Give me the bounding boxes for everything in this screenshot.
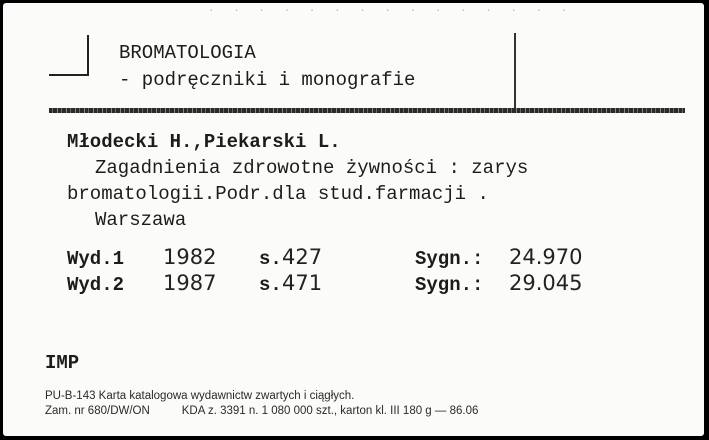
faint-marks: . . . . . . . . . . . . . . . <box>208 3 574 15</box>
edition-1-sygn-label: Sygn.: <box>415 248 484 270</box>
subject-subheading: - podręczniki i monografie <box>119 69 416 91</box>
catalog-card <box>3 3 704 436</box>
subject-heading: BROMATOLOGIA <box>119 42 256 64</box>
form-footer-line-2: Zam. nr 680/DW/ON KDA z. 3391 n. 1 080 000 szt., karton kl. III 180 g — 86.06 <box>45 405 479 417</box>
header-rule <box>49 108 685 113</box>
title-line-1: Zagadnienia zdrowotne żywności : zarys <box>95 157 529 179</box>
edition-2-sygn-label: Sygn.: <box>415 274 484 296</box>
imp-stamp: IMP <box>45 352 80 374</box>
header-divider <box>514 33 516 109</box>
corner-mark-horizontal <box>49 74 89 76</box>
corner-mark-vertical <box>87 35 89 75</box>
place: Warszawa <box>95 209 187 231</box>
edition-2-pages: 471 <box>282 271 323 295</box>
authors: Młodecki H.,Piekarski L. <box>67 131 341 153</box>
edition-1-sygn: 24.970 <box>509 245 583 269</box>
edition-1-pages-label: s. <box>259 248 282 270</box>
edition-2-pages-label: s. <box>259 274 282 296</box>
edition-1-label: Wyd.1 <box>67 248 125 270</box>
form-footer-line-1: PU-B-143 Karta katalogowa wydawnictw zwartych i ciągłych. <box>45 390 355 402</box>
title-line-2: bromatologii.Podr.dla stud.farmacji . <box>67 183 489 205</box>
edition-2-sygn: 29.045 <box>509 271 583 295</box>
edition-1-pages: 427 <box>282 245 323 269</box>
edition-2-label: Wyd.2 <box>67 274 125 296</box>
edition-1-year: 1982 <box>163 245 217 269</box>
edition-2-year: 1987 <box>163 271 217 295</box>
